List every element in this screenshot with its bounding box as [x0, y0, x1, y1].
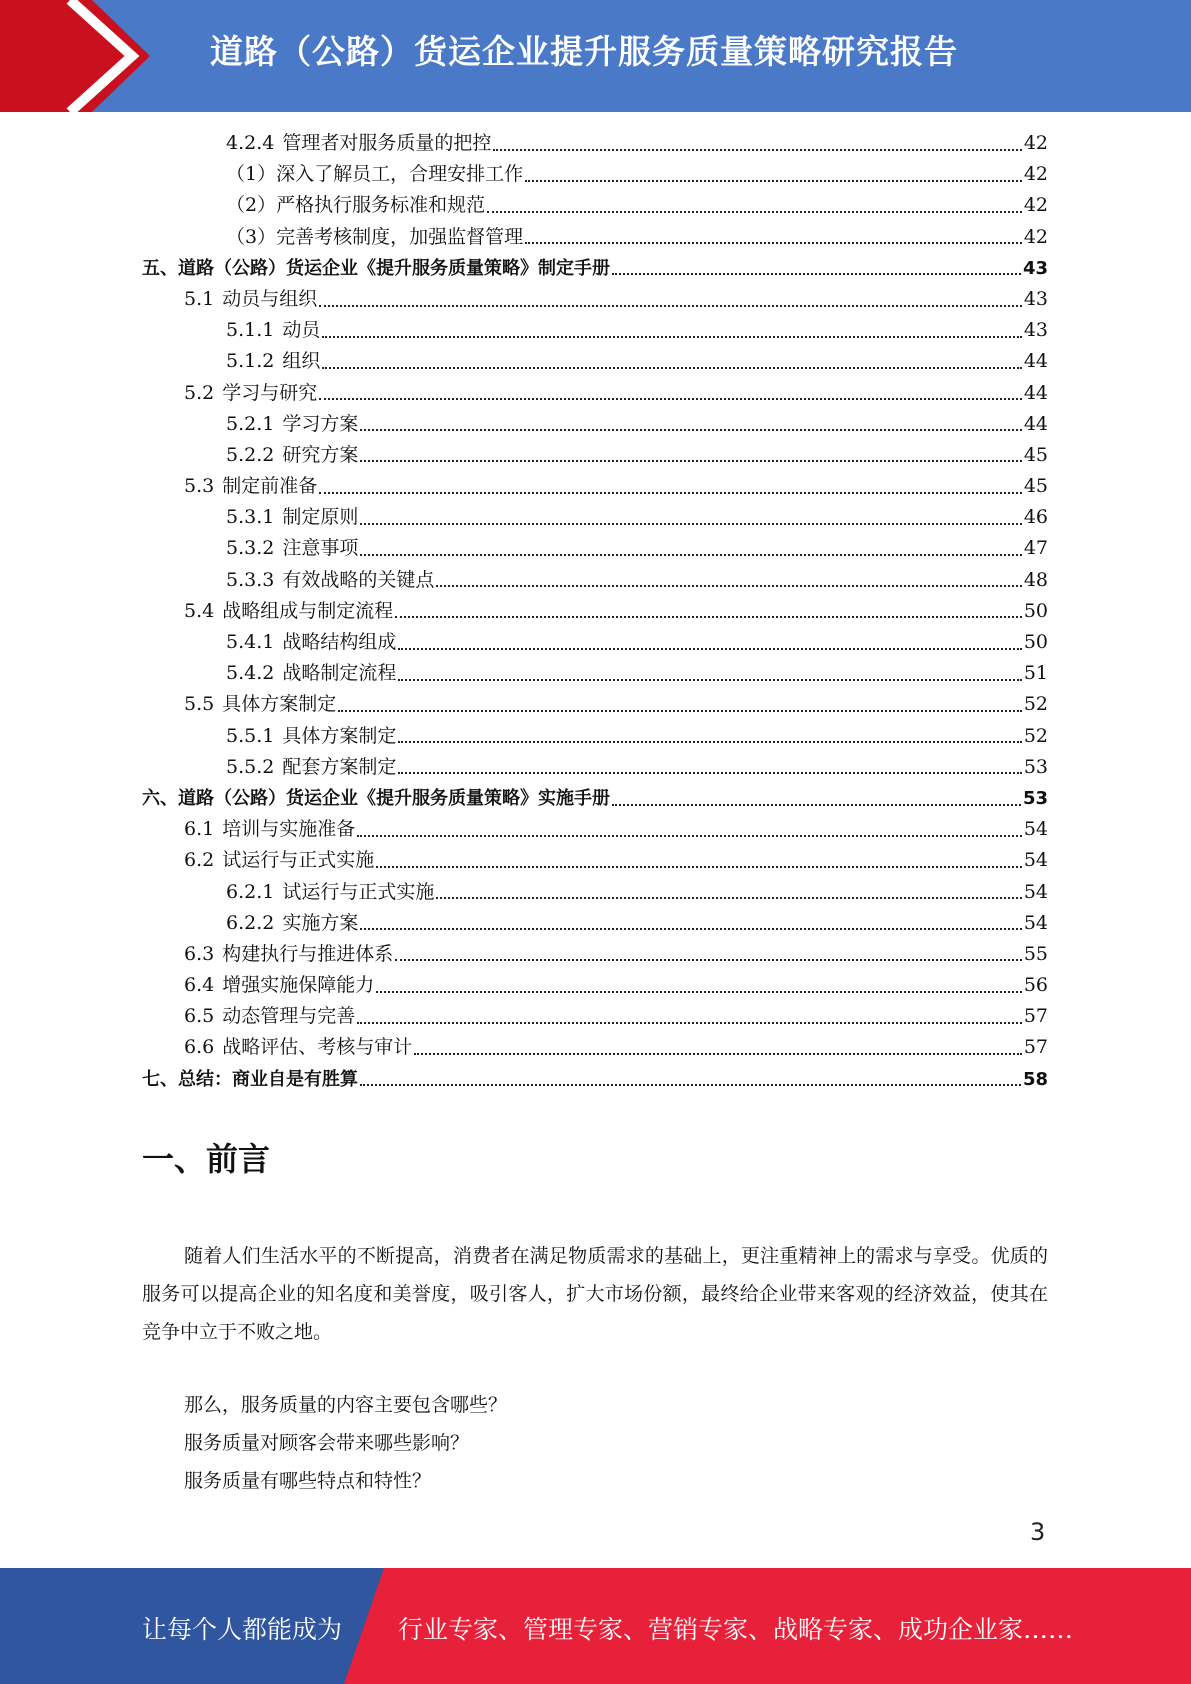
toc-entry[interactable]	[142, 159, 1048, 190]
toc-entry-title: 动员与组织	[222, 287, 318, 310]
toc-dot-leader	[398, 648, 1021, 650]
toc-entry-page: 42	[1023, 132, 1048, 154]
toc-dot-leader	[487, 211, 1022, 213]
toc-entry-page: 51	[1023, 662, 1048, 685]
toc-entry-number: 5.5	[184, 693, 215, 716]
toc-entry-number: 6.2	[184, 849, 215, 872]
toc-entry-number: 5.3.3	[226, 568, 275, 591]
toc-entry-title: 战略组成与制定流程	[222, 599, 394, 622]
toc-entry[interactable]	[142, 253, 1048, 284]
toc-entry-number: 6.2.1	[226, 880, 275, 903]
toc-entry-page: 57	[1023, 1005, 1048, 1028]
toc-entry-title: 制定前准备	[222, 475, 318, 498]
page-footer	[0, 1568, 1191, 1684]
toc-entry-page: 43	[1022, 257, 1048, 279]
toc-entry-title: 战略结构组成	[282, 631, 397, 653]
toc-entry[interactable]	[142, 845, 1048, 876]
toc-entry-title: 学习方案	[282, 412, 359, 435]
toc-entry-number: 5.4.2	[226, 662, 275, 685]
toc-dot-leader	[398, 679, 1021, 681]
toc-entry[interactable]	[142, 284, 1048, 315]
footer-slogan-right: 行业专家、管理专家、营销专家、战略专家、成功企业家……	[398, 1615, 1074, 1644]
toc-entry-number: 5.4	[184, 599, 215, 622]
toc-entry-page: 42	[1023, 163, 1048, 186]
toc-entry-page: 44	[1023, 412, 1048, 435]
toc-entry-page: 43	[1023, 287, 1048, 310]
toc-entry[interactable]	[142, 596, 1048, 627]
toc-entry-number: 5.3.1	[226, 506, 275, 529]
toc-dot-leader	[319, 492, 1022, 494]
toc-entry[interactable]	[142, 814, 1048, 845]
toc-entry-page: 44	[1023, 350, 1048, 373]
toc-entry-title: 具体方案制定	[222, 693, 337, 716]
toc-entry-page: 53	[1023, 755, 1048, 778]
toc-entry[interactable]	[142, 970, 1048, 1001]
toc-entry-title: 研究方案	[282, 443, 359, 466]
toc-dot-leader	[395, 616, 1022, 618]
toc-dot-leader	[357, 835, 1022, 837]
question-item: 服务质量有哪些特点和特性？	[184, 1470, 432, 1492]
question-item: 那么，服务质量的内容主要包含哪些？	[184, 1394, 508, 1416]
toc-entry-number: 5.4.1	[226, 631, 275, 653]
toc-entry-title: （1）深入了解员工，合理安排工作	[226, 163, 524, 186]
toc-entry-number: 5.5.1	[226, 724, 275, 747]
toc-entry[interactable]	[142, 533, 1048, 564]
toc-entry[interactable]	[142, 908, 1048, 939]
toc-dot-leader	[360, 1084, 1021, 1086]
toc-entry-title: 培训与实施准备	[222, 818, 356, 841]
toc-entry[interactable]	[142, 315, 1048, 346]
toc-entry-title: 管理者对服务质量的把控	[282, 132, 492, 154]
toc-dot-leader	[360, 429, 1021, 431]
toc-dot-leader	[360, 460, 1021, 462]
toc-entry[interactable]	[142, 939, 1048, 970]
section-title: 一、前言	[142, 1140, 271, 1178]
toc-entry-page: 55	[1023, 942, 1048, 965]
toc-entry-title: 战略制定流程	[282, 662, 397, 685]
toc-dot-leader	[360, 523, 1021, 525]
toc-entry-page: 46	[1023, 506, 1048, 529]
report-title: 道路（公路）货运企业提升服务质量策略研究报告	[210, 32, 958, 71]
toc-entry[interactable]	[142, 1001, 1048, 1032]
toc-entry-page: 47	[1023, 537, 1048, 560]
toc-entry-title: 注意事项	[282, 537, 359, 560]
toc-dot-leader	[319, 398, 1022, 400]
toc-dot-leader	[357, 1022, 1022, 1024]
toc-entry-number: 5.1.2	[226, 350, 275, 373]
toc-entry[interactable]	[142, 378, 1048, 409]
toc-entry[interactable]	[142, 1032, 1048, 1063]
toc-entry-number: 5.1.1	[226, 319, 275, 342]
page-header	[0, 0, 1191, 112]
toc-entry-number: 5.3	[184, 475, 215, 498]
toc-entry-page: 43	[1023, 319, 1048, 342]
toc-entry-number: 6.6	[184, 1036, 215, 1059]
toc-dot-leader	[612, 804, 1021, 806]
footer-slogan-left: 让每个人都能成为	[142, 1615, 343, 1644]
table-of-contents	[142, 128, 1048, 1095]
toc-entry-page: 52	[1023, 724, 1048, 747]
toc-entry-page: 58	[1022, 1068, 1048, 1090]
toc-entry-page: 50	[1023, 631, 1048, 653]
toc-entry-title: 构建执行与推进体系	[222, 942, 394, 965]
toc-entry-number: 5.2.1	[226, 412, 275, 435]
toc-entry-title: 增强实施保障能力	[222, 974, 375, 997]
toc-entry-number: 5.1	[184, 287, 215, 310]
toc-dot-leader	[360, 928, 1021, 930]
toc-entry[interactable]	[142, 752, 1048, 783]
toc-entry-page: 45	[1023, 443, 1048, 466]
toc-entry-page: 57	[1023, 1036, 1048, 1059]
toc-entry-number: 5.5.2	[226, 755, 275, 778]
intro-paragraph: 随着人们生活水平的不断提高，消费者在满足物质需求的基础上，更注重精神上的需求与享受。优质的服务可以提高企业的知名度和美誉度，吸引客人，扩大市场份额，最终给企业带来客观的经济效益，使其在竞争中立于不败之地。	[142, 1245, 1048, 1343]
toc-dot-leader	[322, 336, 1021, 338]
toc-dot-leader	[338, 710, 1022, 712]
question-item: 服务质量对顾客会带来哪些影响？	[184, 1432, 470, 1454]
toc-dot-leader	[493, 149, 1021, 151]
toc-entry-number: 6.4	[184, 974, 215, 997]
toc-entry-title: （2）严格执行服务标准和规范	[226, 194, 486, 217]
toc-entry-title: 配套方案制定	[282, 755, 397, 778]
toc-dot-leader	[612, 273, 1021, 275]
toc-entry-title: 六、道路（公路）货运企业《提升服务质量策略》实施手册	[142, 787, 610, 809]
toc-entry[interactable]	[142, 565, 1048, 596]
toc-entry[interactable]	[142, 783, 1048, 814]
toc-entry-page: 50	[1023, 599, 1048, 622]
toc-entry-page: 53	[1022, 787, 1048, 809]
toc-entry-title: 动态管理与完善	[222, 1005, 356, 1028]
toc-dot-leader	[436, 585, 1021, 587]
toc-entry[interactable]	[142, 409, 1048, 440]
toc-entry[interactable]	[142, 346, 1048, 377]
toc-entry[interactable]	[142, 440, 1048, 471]
toc-entry-number: 6.5	[184, 1005, 215, 1028]
toc-dot-leader	[398, 772, 1021, 774]
toc-entry-page: 44	[1023, 381, 1048, 404]
toc-dot-leader	[360, 554, 1021, 556]
toc-entry-title: 制定原则	[282, 506, 359, 529]
toc-entry-number: 6.2.2	[226, 911, 275, 934]
toc-entry[interactable]	[142, 471, 1048, 502]
toc-entry-page: 56	[1023, 974, 1048, 997]
toc-entry-number: 5.3.2	[226, 537, 275, 560]
toc-entry-number: 6.3	[184, 942, 215, 965]
toc-entry[interactable]	[142, 658, 1048, 689]
toc-entry-title: （3）完善考核制度，加强监督管理	[226, 225, 524, 248]
toc-entry-title: 组织	[282, 350, 321, 373]
toc-entry[interactable]	[142, 877, 1048, 908]
toc-entry-title: 学习与研究	[222, 381, 318, 404]
header-arrow-decoration	[0, 0, 150, 112]
toc-entry[interactable]	[142, 502, 1048, 533]
toc-entry-number: 5.2.2	[226, 443, 275, 466]
toc-dot-leader	[395, 959, 1022, 961]
toc-entry-title: 七、总结：商业自是有胜算	[142, 1068, 358, 1090]
toc-entry[interactable]	[142, 222, 1048, 253]
question-list	[184, 1386, 507, 1500]
toc-entry-page: 45	[1023, 475, 1048, 498]
toc-dot-leader	[414, 1053, 1022, 1055]
toc-entry-title: 战略评估、考核与审计	[222, 1036, 413, 1059]
toc-entry-title: 具体方案制定	[282, 724, 397, 747]
toc-entry-page: 52	[1023, 693, 1048, 716]
toc-entry-title: 五、道路（公路）货运企业《提升服务质量策略》制定手册	[142, 257, 610, 279]
toc-entry[interactable]	[142, 627, 1048, 658]
toc-entry-page: 42	[1023, 194, 1048, 217]
page-number: 3	[1030, 1518, 1046, 1546]
toc-entry-number: 5.2	[184, 381, 215, 404]
toc-dot-leader	[525, 242, 1022, 244]
toc-dot-leader	[376, 991, 1022, 993]
toc-entry-title: 实施方案	[282, 911, 359, 934]
toc-entry-number: 4.2.4	[226, 132, 275, 154]
toc-entry-title: 动员	[282, 319, 321, 342]
toc-dot-leader	[525, 180, 1022, 182]
toc-entry[interactable]	[142, 1064, 1048, 1095]
toc-entry-page: 54	[1023, 818, 1048, 841]
toc-entry-title: 试运行与正式实施	[282, 880, 435, 903]
toc-entry-page: 42	[1023, 225, 1048, 248]
toc-entry-title: 试运行与正式实施	[222, 849, 375, 872]
toc-entry-page: 54	[1023, 880, 1048, 903]
toc-dot-leader	[319, 305, 1022, 307]
toc-entry-page: 54	[1023, 849, 1048, 872]
toc-entry[interactable]	[142, 721, 1048, 752]
toc-dot-leader	[376, 866, 1022, 868]
toc-entry[interactable]	[142, 689, 1048, 720]
toc-entry-number: 6.1	[184, 818, 215, 841]
toc-dot-leader	[436, 897, 1021, 899]
toc-dot-leader	[398, 741, 1021, 743]
toc-dot-leader	[322, 367, 1021, 369]
toc-entry[interactable]	[142, 190, 1048, 221]
toc-entry[interactable]	[142, 128, 1048, 159]
toc-entry-title: 有效战略的关键点	[282, 568, 435, 591]
toc-entry-page: 54	[1023, 911, 1048, 934]
toc-entry-page: 48	[1023, 568, 1048, 591]
